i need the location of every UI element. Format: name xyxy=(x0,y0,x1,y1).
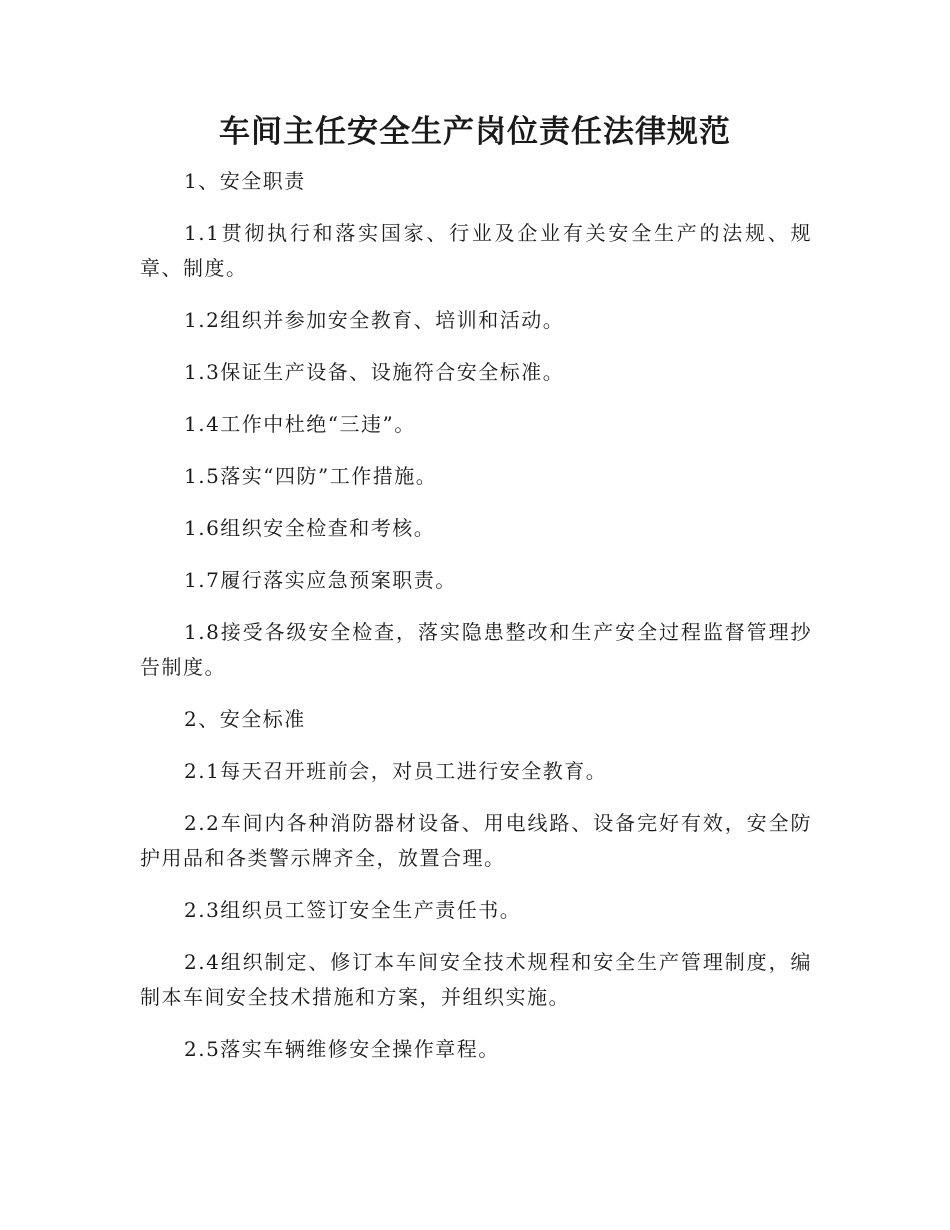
document-title: 车间主任安全生产岗位责任法律规范 xyxy=(219,114,731,150)
document-body xyxy=(140,164,812,1084)
paragraph-1-4: 1.4工作中杜绝“三违”。 xyxy=(184,412,416,436)
section-heading-safety-duties: 1、安全职责 xyxy=(184,169,306,193)
paragraph-1-6: 1.6组织安全检查和考核。 xyxy=(184,516,436,540)
paragraph-2-3: 2.3组织员工签订安全生产责任书。 xyxy=(184,898,522,922)
paragraph-1-3: 1.3保证生产设备、设施符合安全标准。 xyxy=(184,360,565,384)
paragraph-2-1: 2.1每天召开班前会，对员工进行安全教育。 xyxy=(184,759,608,783)
paragraph-2-2: 2.2车间内各种消防器材设备、用电线路、设备完好有效，安全防护用品和各类警示牌齐全，放置合理。 xyxy=(140,811,812,870)
paragraph-1-2: 1.2组织并参加安全教育、培训和活动。 xyxy=(184,308,565,332)
paragraph-1-1: 1.1贯彻执行和落实国家、行业及企业有关安全生产的法规、规章、制度。 xyxy=(140,221,812,280)
paragraph-2-4: 2.4组织制定、修订本车间安全技术规程和安全生产管理制度，编制本车间安全技术措施和方案，并组织实施。 xyxy=(140,950,812,1009)
paragraph-1-5: 1.5落实“四防”工作措施。 xyxy=(184,464,438,488)
paragraph-1-7: 1.7履行落实应急预案职责。 xyxy=(184,568,457,592)
paragraph-2-5: 2.5落实车辆维修安全操作章程。 xyxy=(184,1037,500,1061)
paragraph-1-8: 1.8接受各级安全检查，落实隐患整改和生产安全过程监督管理抄告制度。 xyxy=(140,620,812,679)
section-heading-safety-standards: 2、安全标准 xyxy=(184,707,306,731)
